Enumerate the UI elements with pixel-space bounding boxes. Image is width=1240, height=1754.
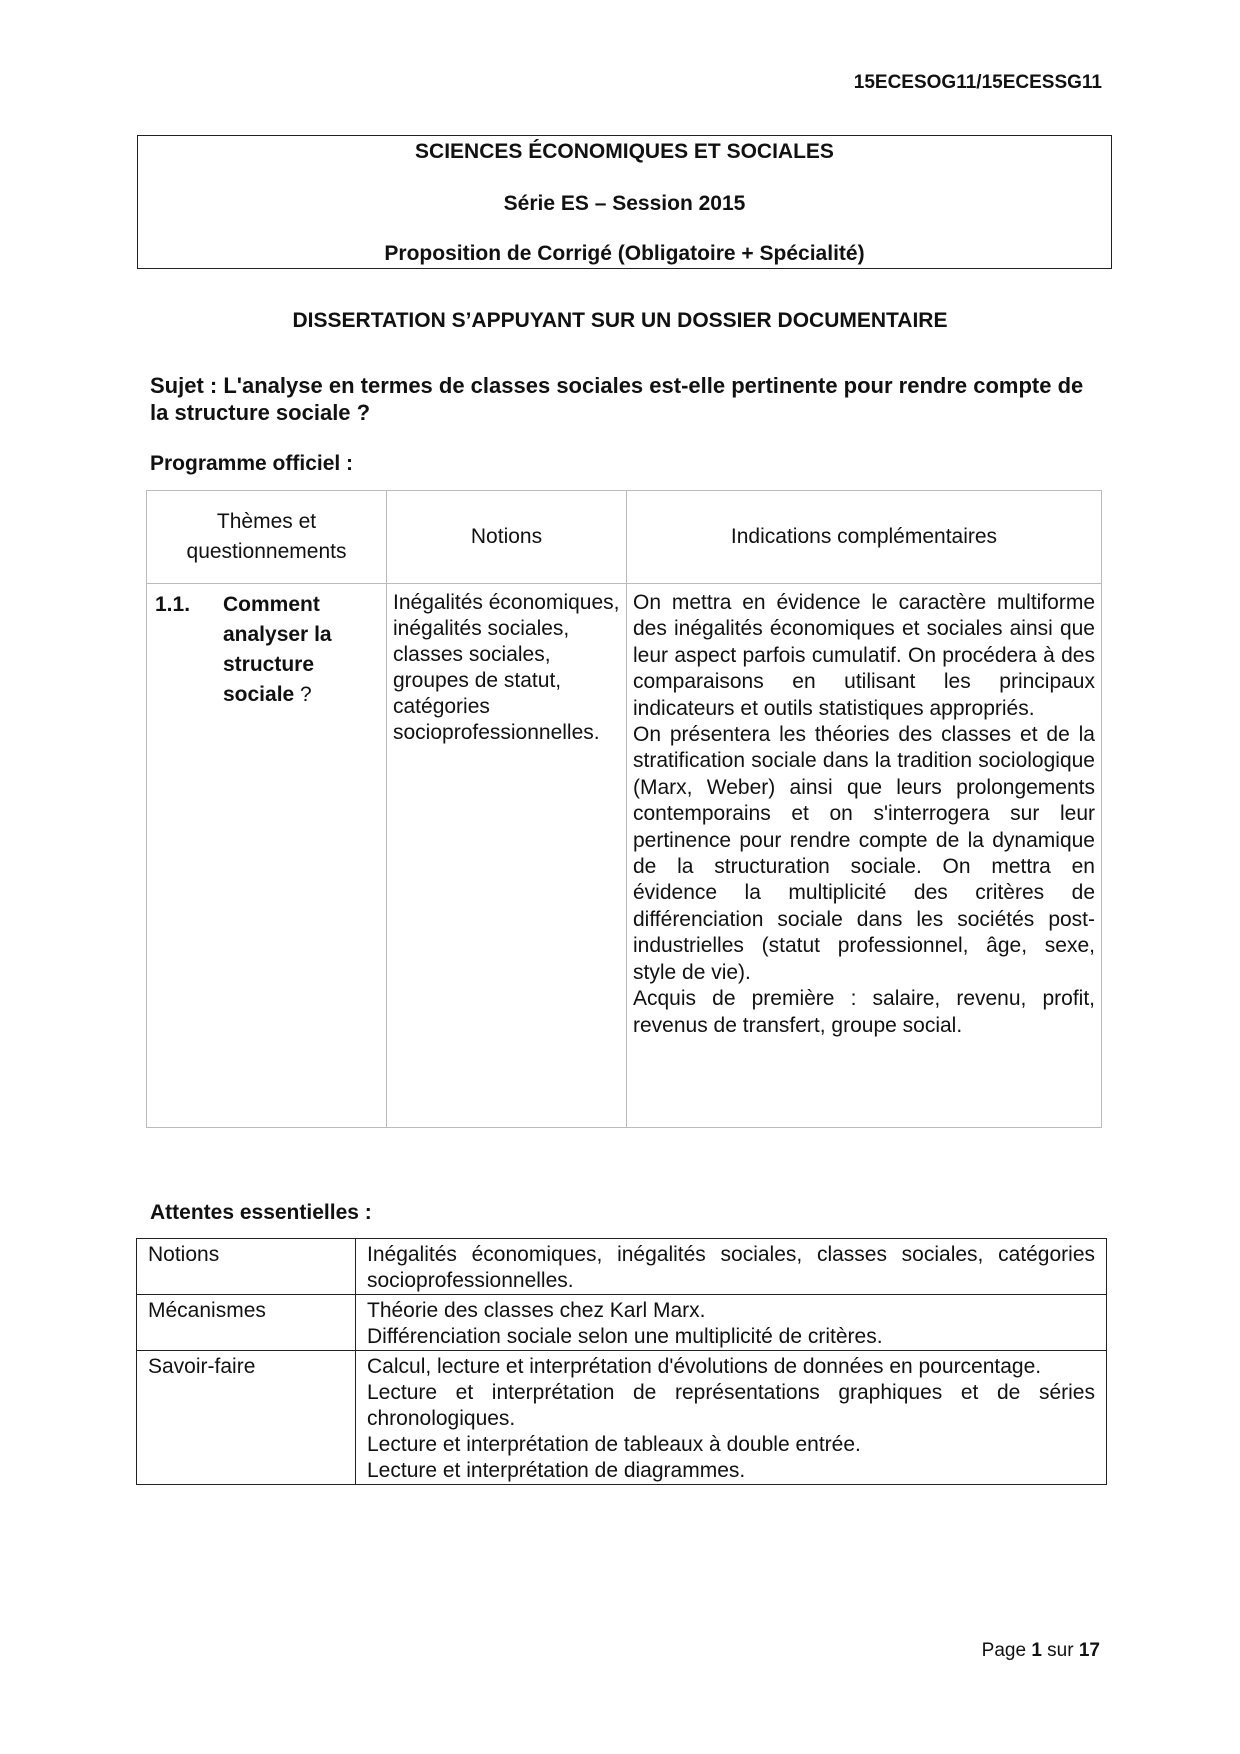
notions-cell: Inégalités économiques, inégalités sociales, classes sociales, groupes de statut, catégories socioprofessionnelles.	[393, 591, 620, 744]
page-number: Page 1 sur 17	[981, 1640, 1100, 1661]
indications-paragraph: Acquis de première : salaire, revenu, profit, revenus de transfert, groupe social.	[633, 987, 1095, 1037]
title-box	[137, 135, 1112, 269]
title-proposition: Proposition de Corrigé (Obligatoire + Spécialité)	[384, 242, 865, 265]
header-themes: Thèmes et questionnements	[147, 491, 387, 584]
row-value: Calcul, lecture et interprétation d'évolutions de données en pourcentage. Lecture et interprétation de représentations graphiques et de séries chronologiques. Lecture et interprétation de tableaux à double entrée. Lecture et interprétation de diagrammes.	[356, 1351, 1107, 1485]
programme-table	[146, 490, 1102, 1128]
table-row	[137, 1295, 1107, 1351]
question-number: 1.1.	[155, 593, 191, 616]
question-text: Comment analyser la structure sociale	[223, 593, 332, 706]
document-code: 15ECESOG11/15ECESSG11	[853, 72, 1102, 93]
subject-text: Sujet : L'analyse en termes de classes sociales est-elle pertinente pour rendre compte de la structure sociale ?	[150, 373, 1084, 425]
indications-paragraph: On présentera les théories des classes et de la stratification sociale dans la tradition sociologique (Marx, Weber) ainsi que leurs prolongements contemporains et on s'interrogera sur leur pertinence pour rendre compte de la dynamique de la structuration sociale. On mettra en évidence la multiplicité des critères de différenciation sociale dans les sociétés post-industrielles (statut professionnel, âge, sexe, style de vie).	[633, 723, 1095, 984]
programme-header-row	[147, 491, 1102, 584]
attentes-label: Attentes essentielles :	[150, 1201, 372, 1224]
row-key: Notions	[137, 1239, 356, 1295]
indications-cell	[627, 584, 1101, 1039]
title-subject: SCIENCES ÉCONOMIQUES ET SOCIALES	[415, 140, 834, 163]
title-session: Série ES – Session 2015	[503, 192, 746, 215]
programme-label: Programme officiel :	[150, 452, 354, 475]
table-row	[137, 1239, 1107, 1295]
row-key: Savoir-faire	[137, 1351, 356, 1485]
row-value: Théorie des classes chez Karl Marx. Différenciation sociale selon une multiplicité de critères.	[356, 1295, 1107, 1351]
table-row	[137, 1351, 1107, 1485]
exercise-heading: DISSERTATION S’APPUYANT SUR UN DOSSIER DOCUMENTAIRE	[292, 309, 948, 332]
indications-paragraph: On mettra en évidence le caractère multiforme des inégalités économiques et sociales ainsi que leur aspect parfois cumulatif. On procédera à des comparaisons en utilisant les principaux indicateurs et outils statistiques appropriés.	[633, 591, 1095, 720]
row-key: Mécanismes	[137, 1295, 356, 1351]
header-notions: Notions	[387, 491, 627, 584]
programme-row	[147, 584, 1102, 1128]
question-cell: 1.1. Comment analyser la structure sociale ?	[147, 584, 386, 710]
row-value: Inégalités économiques, inégalités sociales, classes sociales, catégories socioprofessionnelles.	[356, 1239, 1107, 1295]
header-indications: Indications complémentaires	[627, 491, 1102, 584]
attentes-table	[136, 1238, 1107, 1485]
